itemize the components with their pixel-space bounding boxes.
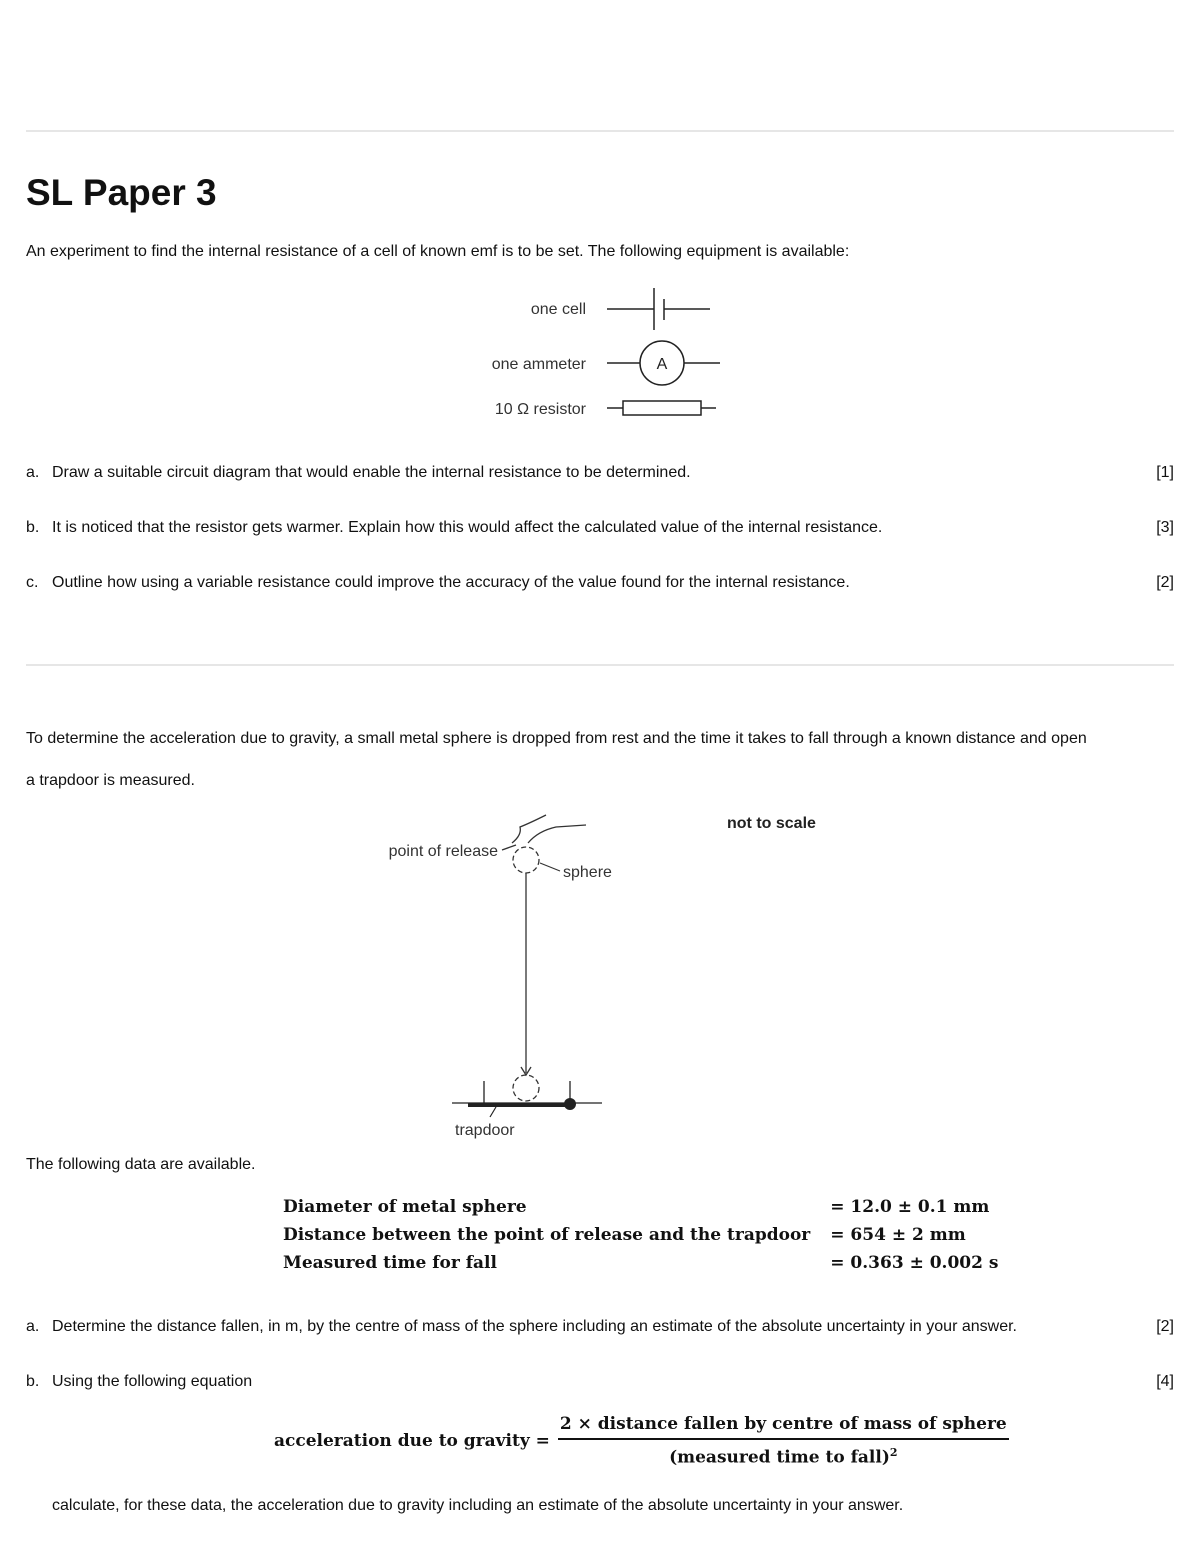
question2-part-a: a. Determine the distance fallen, in m, by the centre of mass of the sphere including an estimate of the absolute uncertainty in your answer. [2] (26, 1318, 1174, 1335)
cell-label: one cell (530, 301, 586, 318)
marks-badge: [1] (1156, 464, 1174, 481)
marks-badge: [2] (1156, 574, 1174, 591)
cell-symbol (607, 288, 710, 330)
resistor-label: 10 Ω resistor (494, 401, 586, 418)
sphere-at-release (513, 847, 539, 873)
formula-denominator: (measured time to fall)$^2$ (669, 1446, 898, 1468)
gravity-formula (274, 1414, 1009, 1468)
page-title: SL Paper 3 (26, 172, 217, 213)
release-mechanism (502, 815, 586, 850)
question1-part-c: c. Outline how using a variable resistance could improve the accuracy of the value found for the internal resistance. [2] (26, 574, 1174, 591)
falling-sphere-diagram (360, 805, 860, 1145)
trapdoor-symbol (452, 1081, 602, 1117)
section-divider (26, 664, 1174, 666)
resistor-symbol (607, 401, 716, 415)
trapdoor-label: trapdoor (455, 1122, 515, 1139)
release-label: point of release (388, 843, 498, 860)
marks-badge: [3] (1156, 519, 1174, 536)
data-intro: The following data are available. (26, 1156, 256, 1173)
data-table (283, 1193, 998, 1277)
marks-badge: [4] (1156, 1373, 1174, 1390)
sphere-label: sphere (563, 864, 612, 881)
question2-intro-line1: To determine the acceleration due to gravity, a small metal sphere is dropped from rest and the time it takes to fall through a known distance and open (26, 730, 1087, 747)
table-row: Distance between the point of release and the trapdoor = 654 ± 2 mm (283, 1225, 966, 1245)
sphere-label-leader (540, 863, 560, 871)
ammeter-label: one ammeter (491, 356, 586, 373)
fall-arrow (521, 873, 531, 1075)
formula-exponent: 2 (889, 1446, 898, 1459)
formula-numerator: 2 × distance fallen by centre of mass of sphere (558, 1414, 1009, 1440)
question2-part-b: b. Using the following equation [4] (26, 1373, 1174, 1390)
top-divider (26, 130, 1174, 132)
sphere-at-trapdoor (513, 1075, 539, 1101)
question1-part-b: b. It is noticed that the resistor gets warmer. Explain how this would affect the calculated value of the internal resistance. [3] (26, 519, 1174, 536)
marks-badge: [2] (1156, 1318, 1174, 1335)
equipment-diagram (440, 280, 760, 430)
question1-intro: An experiment to find the internal resistance of a cell of known emf is to be set. The following equipment is available: (26, 243, 850, 260)
table-row: Diameter of metal sphere = 12.0 ± 0.1 mm (283, 1197, 990, 1217)
question1-part-a: a. Draw a suitable circuit diagram that would enable the internal resistance to be determined. [1] (26, 464, 1174, 481)
question2-part-b-continuation: calculate, for these data, the acceleration due to gravity including an estimate of the absolute uncertainty in your answer. (52, 1497, 904, 1514)
not-to-scale-note: not to scale (727, 815, 816, 832)
question2-intro-line2: a trapdoor is measured. (26, 772, 195, 789)
ammeter-symbol-letter: A (656, 356, 668, 373)
formula-lhs: acceleration due to gravity = (274, 1430, 550, 1451)
formula-fraction (558, 1414, 1009, 1468)
table-row: Measured time for fall = 0.363 ± 0.002 s (283, 1253, 999, 1273)
